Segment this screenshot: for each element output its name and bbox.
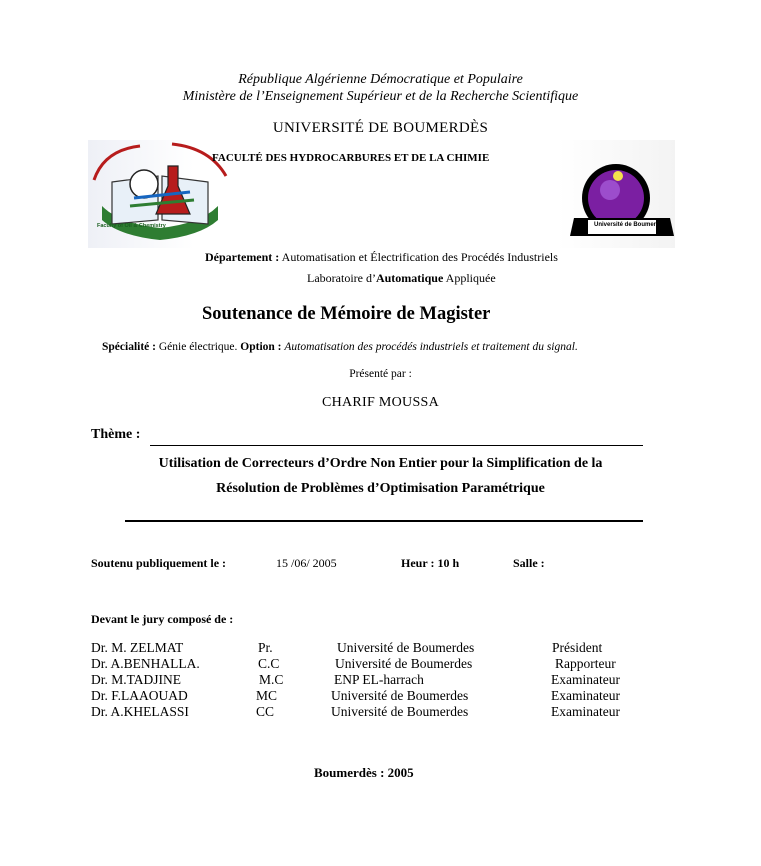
specialty-value: Génie électrique.: [158, 341, 238, 353]
session-label: Soutenu publiquement le :: [91, 556, 227, 570]
lab-prefix: Laboratoire d’: [307, 271, 376, 285]
jury-name: Dr. M. ZELMAT: [91, 640, 184, 655]
jury-role: Examinateur: [551, 688, 620, 703]
jury-grade: MC: [256, 688, 278, 703]
faculty-logo-icon: [90, 136, 230, 248]
option-value: Automatisation des procédés industriels et traitement du signal.: [284, 341, 578, 353]
author-name: CHARIF MOUSSA: [321, 395, 440, 410]
jury-grade: M.C: [259, 672, 284, 687]
jury-row: [0, 640, 761, 656]
theme-rule: [150, 445, 643, 446]
university-logo-caption: Université de Boumerdès: [594, 222, 667, 228]
jury-grade: Pr.: [258, 640, 273, 655]
jury-name: Dr. M.TADJINE: [91, 672, 182, 687]
university-name: UNIVERSITÉ DE BOUMERDÈS: [272, 120, 489, 136]
jury-grade: CC: [256, 704, 275, 719]
laboratory-line: [307, 271, 496, 286]
jury-role: Examinateur: [551, 704, 620, 719]
ministry-line: Ministère de l’Enseignement Supérieur et de la Recherche Scientifique: [182, 89, 579, 104]
jury-institution: Université de Boumerdes: [337, 640, 475, 655]
jury-name: Dr. A.BENHALLA.: [91, 656, 200, 671]
jury-row: [0, 704, 761, 720]
jury-name: Dr. A.KHELASSI: [91, 704, 189, 719]
department-name: Automatisation et Électrification des Procédés Industriels: [281, 250, 558, 264]
faculty-name: FACULTÉ DES HYDROCARBURES ET DE LA CHIMIE: [212, 152, 490, 164]
jury-institution: ENP EL-harrach: [334, 672, 424, 687]
jury-row: [0, 656, 761, 672]
option-label: Option :: [240, 341, 282, 353]
university-logo: [570, 162, 674, 242]
presented-by: Présenté par :: [349, 368, 412, 380]
jury-row: [0, 672, 761, 688]
jury-role: Président: [552, 640, 603, 655]
theme-label: Thème :: [91, 427, 141, 442]
jury-name: Dr. F.LAAOUAD: [91, 688, 188, 703]
jury-institution: Université de Boumerdes: [331, 688, 469, 703]
theme-title-line-1: Utilisation de Correcteurs d’Ordre Non Entier pour la Simplification de la: [158, 456, 603, 471]
republic-line: République Algérienne Démocratique et Populaire: [238, 72, 523, 87]
jury-institution: Université de Boumerdes: [335, 656, 473, 671]
specialty-label: Spécialité :: [102, 341, 156, 353]
jury-grade: C.C: [258, 656, 280, 671]
defense-title: Soutenance de Mémoire de Magister: [202, 304, 491, 324]
session-time: Heur : 10 h: [401, 556, 460, 570]
session-room: Salle :: [513, 556, 545, 570]
jury-row: [0, 688, 761, 704]
jury-role: Examinateur: [551, 672, 620, 687]
faculty-logo-caption: Faculty of Oil & Chemistry: [97, 223, 166, 229]
session-date: 15 /06/ 2005: [276, 556, 337, 570]
department-label: Département :: [205, 250, 280, 264]
faculty-logo: [90, 136, 230, 248]
jury-institution: Université de Boumerdes: [331, 704, 469, 719]
jury-role: Rapporteur: [555, 656, 616, 671]
jury-label: Devant le jury composé de :: [91, 612, 234, 626]
theme-title-line-2: Résolution de Problèmes d’Optimisation Paramétrique: [216, 481, 545, 496]
specialty-line: [102, 341, 578, 353]
theme-bottom-rule: [125, 520, 643, 522]
place-date: Boumerdès : 2005: [314, 765, 414, 780]
lab-name-bold: Automatique: [375, 271, 444, 285]
lab-suffix: Appliquée: [445, 271, 496, 285]
university-globe-icon: [570, 162, 674, 242]
department-line: [205, 250, 558, 265]
